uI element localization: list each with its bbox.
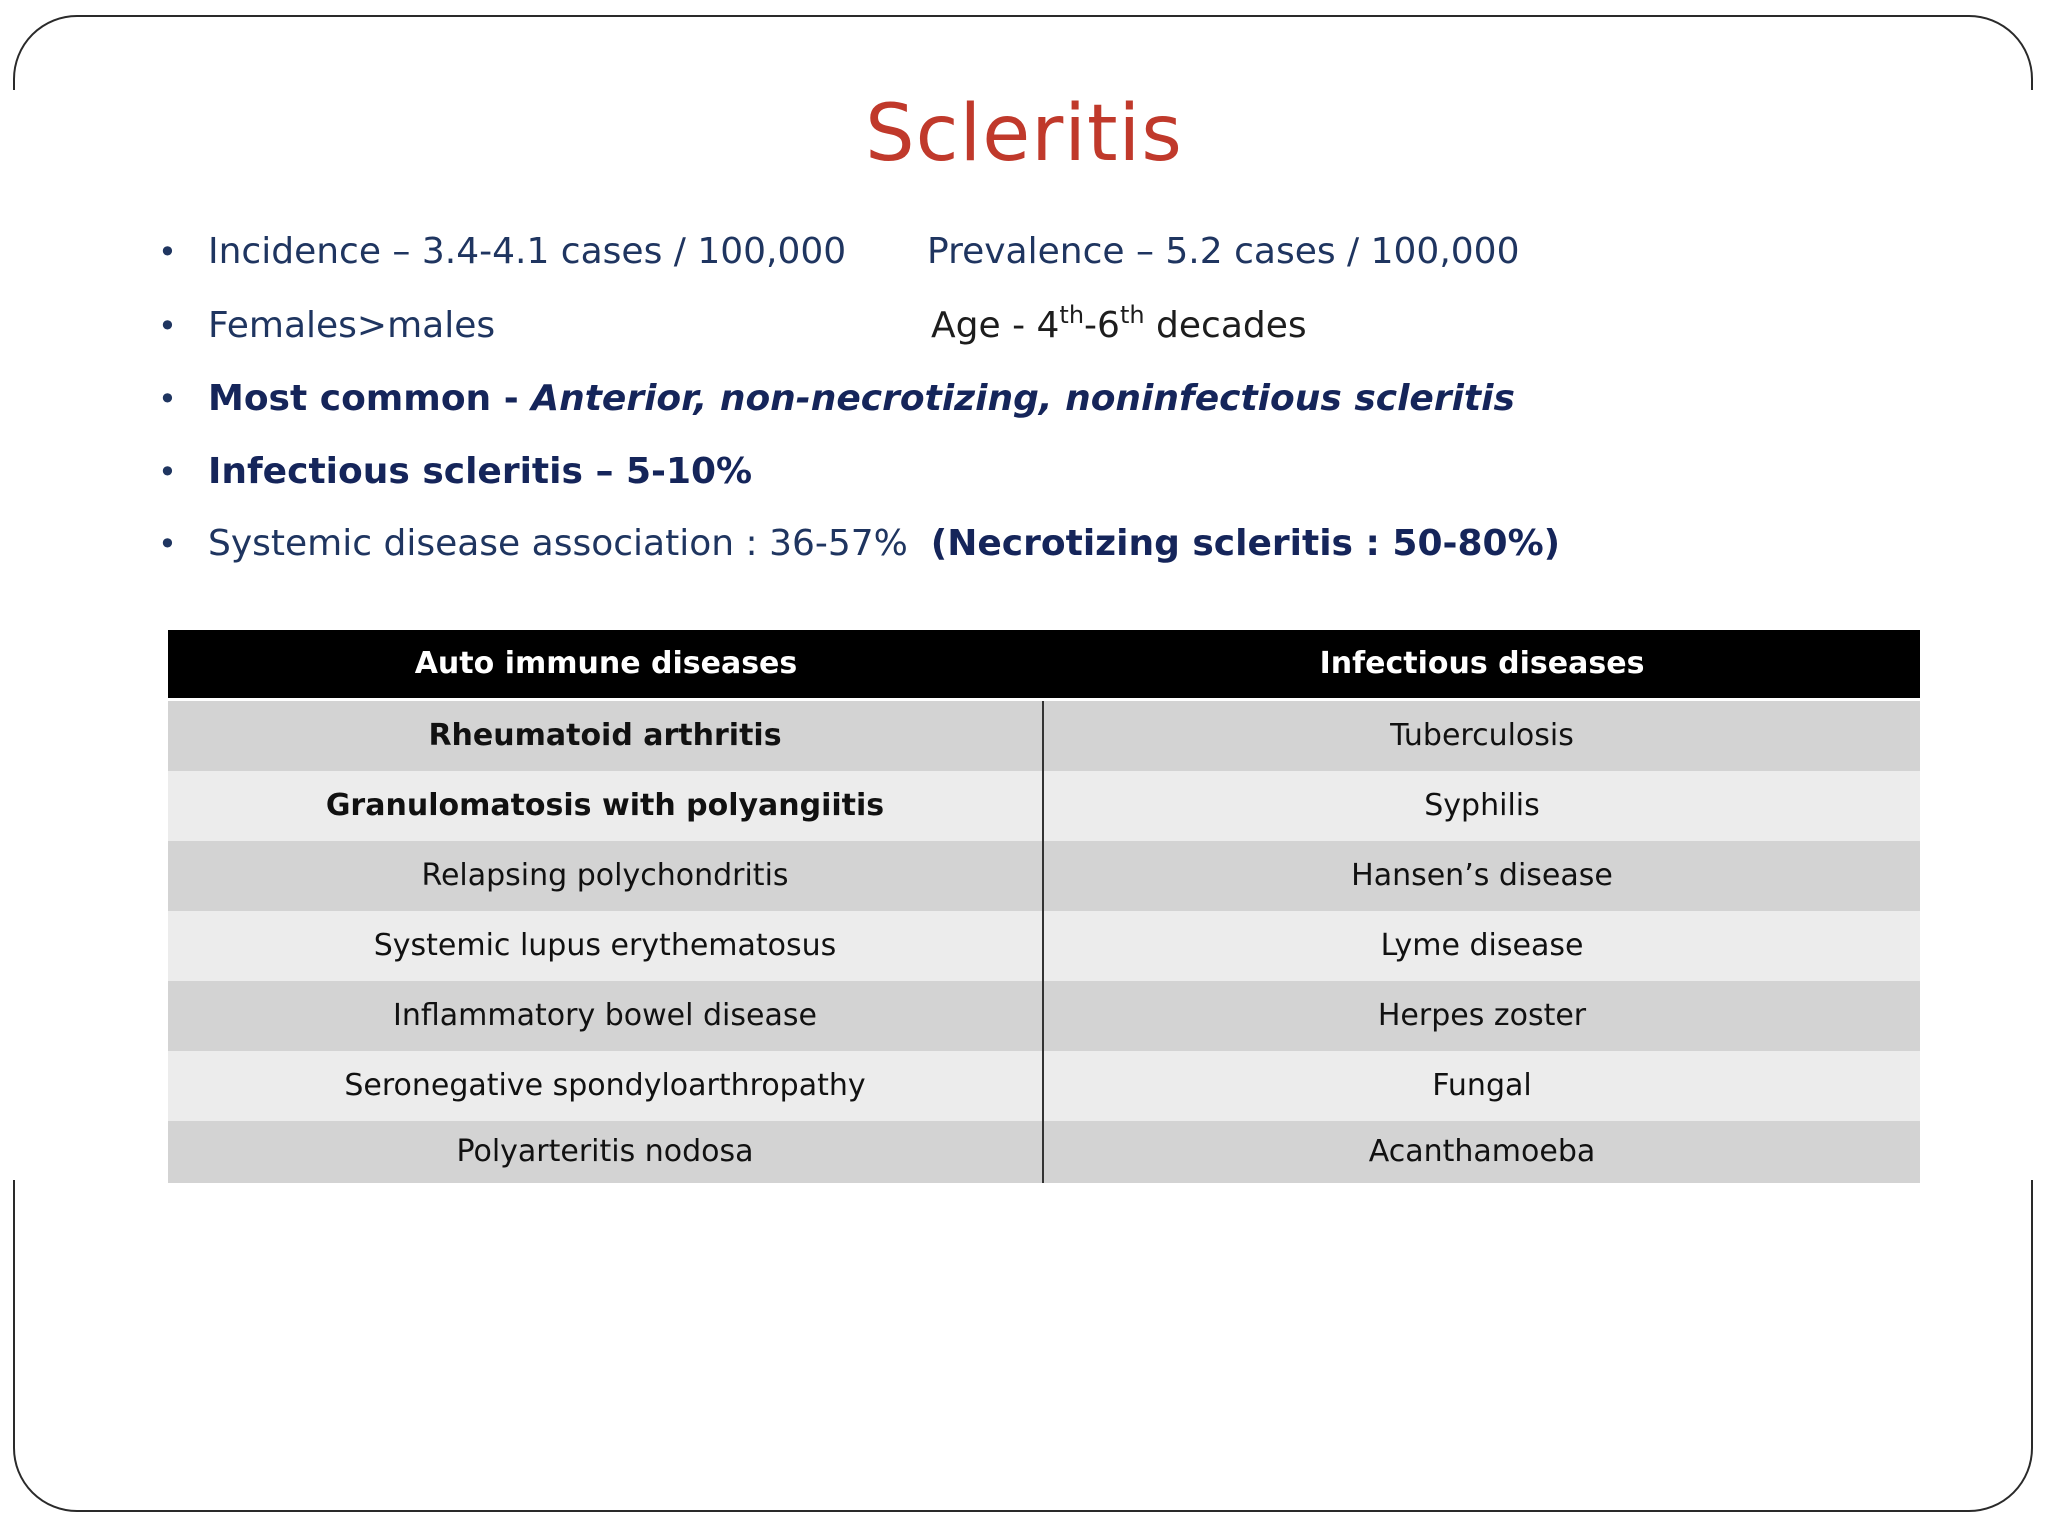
table-row <box>168 981 1920 1051</box>
table-row <box>168 1051 1920 1121</box>
frame-gap-left <box>0 90 22 1180</box>
disease-table <box>168 630 1920 1183</box>
bullet-dot-icon: • <box>158 307 177 345</box>
autoimmune-cell: Seronegative spondyloarthropathy <box>168 1051 1044 1121</box>
most-common-text: Most common - Anterior, non-necrotizing, noninfectious scleritis <box>208 378 1515 419</box>
header-infectious: Infectious diseases <box>1319 646 1645 681</box>
bullet-dot-icon: • <box>158 380 177 418</box>
autoimmune-cell: Rheumatoid arthritis <box>168 701 1044 771</box>
bullet-dot-icon: • <box>158 525 177 563</box>
autoimmune-cell: Relapsing polychondritis <box>168 841 1044 911</box>
infectious-cell: Syphilis <box>1424 788 1540 823</box>
table-row <box>168 771 1920 841</box>
age-text: Age - 4th-6th decades <box>931 301 1307 346</box>
infectious-cell: Herpes zoster <box>1377 998 1587 1033</box>
header-autoimmune: Auto immune diseases <box>414 646 798 681</box>
autoimmune-cell: Systemic lupus erythematosus <box>168 911 1044 981</box>
bullet-dot-icon: • <box>158 233 177 271</box>
infectious-cell: Tuberculosis <box>1390 718 1574 753</box>
infectious-cell: Acanthamoeba <box>1368 1134 1596 1169</box>
incidence-text: Incidence – 3.4-4.1 cases / 100,000 <box>208 231 847 272</box>
table-row <box>168 841 1920 911</box>
table-row <box>168 1121 1920 1183</box>
autoimmune-cell: Inflammatory bowel disease <box>168 981 1044 1051</box>
slide-title: Scleritis <box>865 89 1183 179</box>
autoimmune-cell: Polyarteritis nodosa <box>168 1121 1044 1183</box>
prevalence-text: Prevalence – 5.2 cases / 100,000 <box>927 231 1520 272</box>
infectious-cell: Lyme disease <box>1380 928 1584 963</box>
infectious-text: Infectious scleritis – 5-10% <box>208 451 753 492</box>
table-row <box>168 701 1920 771</box>
frame-gap-right <box>2024 90 2048 1180</box>
table-row <box>168 911 1920 981</box>
bullet-dot-icon: • <box>158 453 177 491</box>
infectious-cell: Fungal <box>1432 1068 1532 1103</box>
infectious-cell: Hansen’s disease <box>1351 858 1613 893</box>
table-header <box>168 630 1920 701</box>
systemic-text: Systemic disease association : 36-57% (Necrotizing scleritis : 50-80%) <box>208 523 1561 564</box>
sex-ratio-text: Females>males <box>208 305 496 346</box>
autoimmune-cell: Granulomatosis with polyangiitis <box>168 771 1044 841</box>
